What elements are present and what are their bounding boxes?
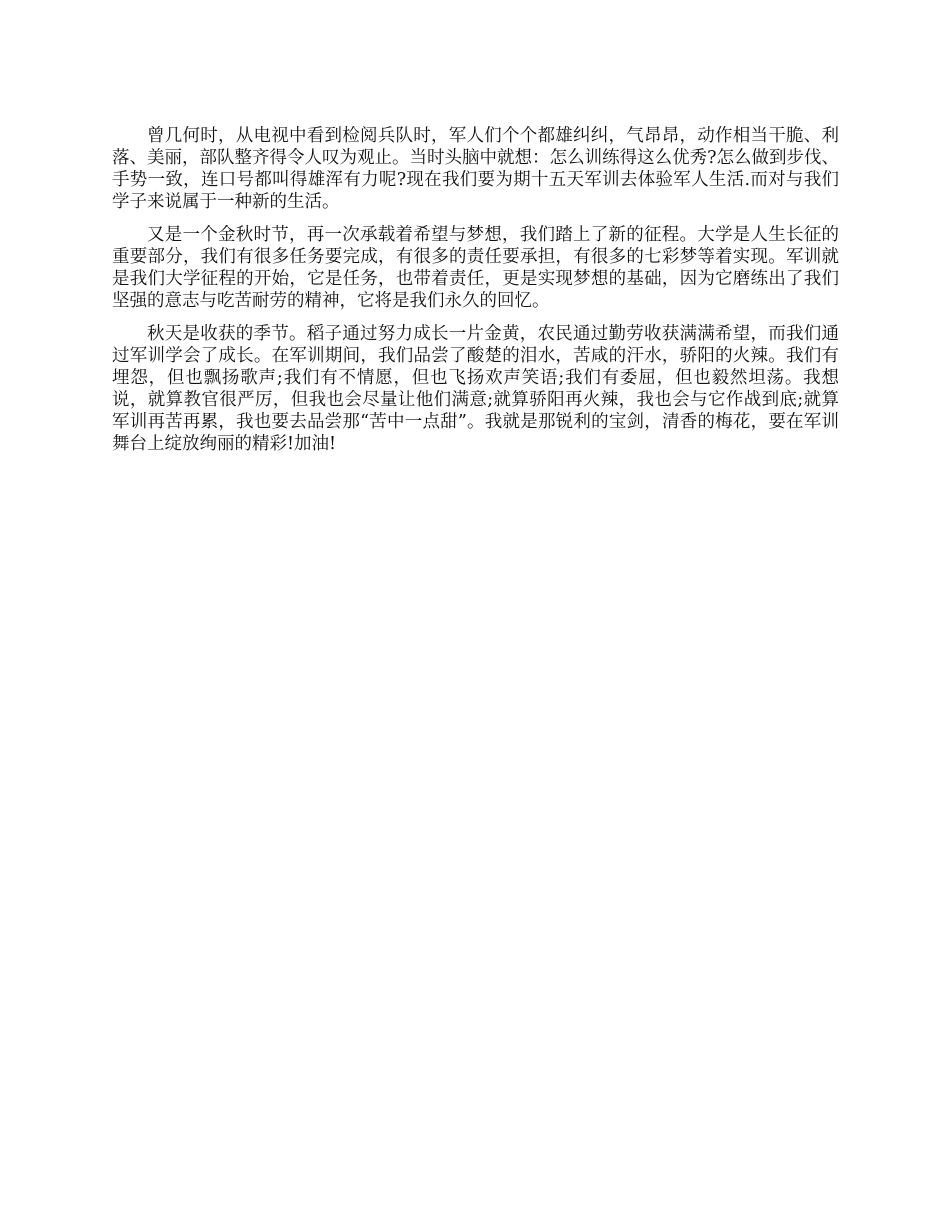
document-body [112, 125, 839, 466]
paragraph-1: 曾几何时，从电视中看到检阅兵队时，军人们个个都雄纠纠，气昂昂，动作相当干脆、利落、美丽，部队整齐得令人叹为观止。当时头脑中就想：怎么训练得这么优秀?怎么做到步伐、手势一致，连口号都叫得雄浑有力呢?现在我们要为期十五天军训去体验军人生活.而对与我们学子来说属于一种新的生活。 [112, 126, 839, 212]
paragraph-2: 又是一个金秋时节，再一次承载着希望与梦想，我们踏上了新的征程。大学是人生长征的重要部分，我们有很多任务要完成，有很多的责任要承担，有很多的七彩梦等着实现。军训就是我们大学征程的开始，它是任务，也带着责任，更是实现梦想的基础，因为它磨练出了我们坚强的意志与吃苦耐劳的精神，它将是我们永久的回忆。 [112, 225, 839, 311]
paragraph-3: 秋天是收获的季节。稻子通过努力成长一片金黄，农民通过勤劳收获满满希望，而我们通过军训学会了成长。在军训期间，我们品尝了酸楚的泪水，苦咸的汗水，骄阳的火辣。我们有埋怨，但也飘扬歌声;我们有不情愿，但也飞扬欢声笑语;我们有委屈，但也毅然坦荡。我想说，就算教官很严厉，但我也会尽量让他们满意;就算骄阳再火辣，我也会与它作战到底;就算军训再苦再累，我也要去品尝那“苦中一点甜”。我就是那锐利的宝剑，清香的梅花，要在军训舞台上绽放绚丽的精彩!加油! [112, 324, 839, 454]
